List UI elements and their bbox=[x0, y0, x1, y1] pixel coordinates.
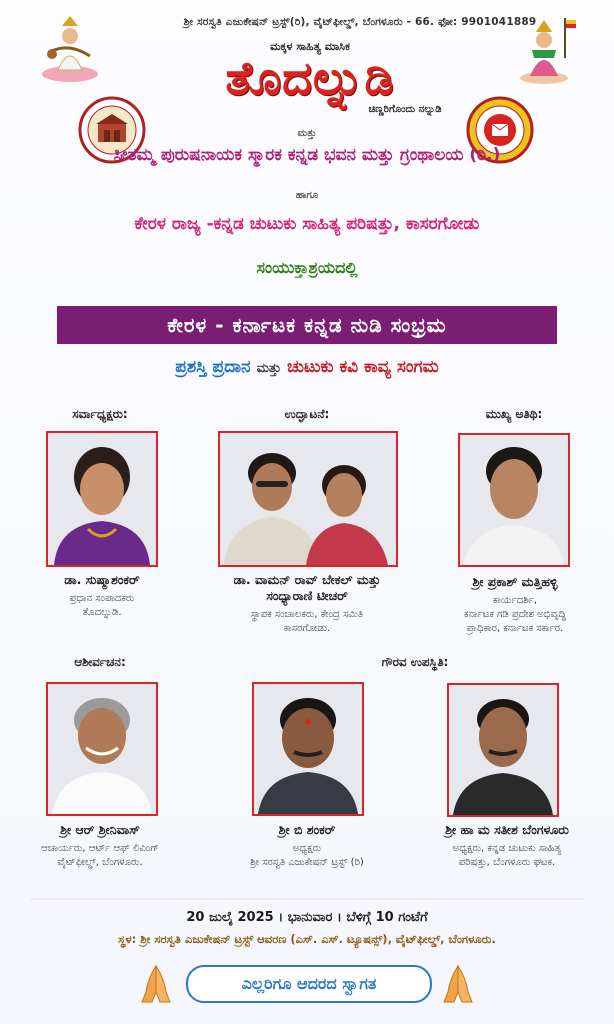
name-president: ಡಾ. ಸುಷ್ಮಾಶಂಕರ್ bbox=[64, 572, 140, 587]
desc-honour-1-line1: ಅಧ್ಯಕ್ಷರು bbox=[292, 843, 322, 854]
event-subtitle-poetry: ಚುಟುಕು ಕವಿ ಕಾವ್ಯ ಸಂಗಮ bbox=[286, 357, 439, 377]
organiser-kannada-bhavana: ಸೀತಮ್ಮ ಪುರುಷನಾಯಕ ಸ್ಮಾರಕ ಕನ್ನಡ ಭವನ ಮತ್ತು ಗ್ರಂಥಾಲಯ (ರಿ.) bbox=[113, 145, 501, 165]
desc-honour-1-line2: ಶ್ರೀ ಸರಸ್ವತಿ ಎಜುಕೇಷನ್ ಟ್ರಸ್ಟ್ (ರಿ) bbox=[250, 857, 364, 868]
role-blessing: ಆಶೀರ್ವಚನ: bbox=[74, 655, 126, 669]
magazine-tagline: ಚಿಣ್ಣರಿಗೊಂದು ನಲ್ನುಡಿ bbox=[368, 104, 442, 115]
desc-inaugurators-line1: ಸ್ಥಾಪಕ ಸಂಚಾಲಕರು, ಕೇಂದ್ರ ಸಮಿತಿ bbox=[250, 609, 364, 620]
trust-contact-line: ಶ್ರೀ ಸರಸ್ವತಿ ಎಜುಕೇಷನ್ ಟ್ರಸ್ಟ್(ರಿ), ವೈಟ್‌ಫೀಲ್ಡ್, ಬೆಂಗಳೂರು - 66. ಫೋ: 9901041889 bbox=[183, 16, 537, 28]
desc-honour-2-line2: ಪರಿಷತ್ತು, ಬೆಂಗಳೂರು ಘಟಕ. bbox=[458, 857, 556, 868]
jointly-organised-text: ಸಂಯುಕ್ತಾಶ್ರಯದಲ್ಲಿ bbox=[256, 258, 358, 277]
name-chief-guest: ಶ್ರೀ ಪ್ರಕಾಶ್ ಮತ್ತಿಹಳ್ಳಿ bbox=[472, 574, 558, 589]
photo-inaugurators bbox=[218, 431, 398, 567]
connector-mattu: ಮತ್ತು bbox=[297, 128, 317, 139]
name-blessing: ಶ್ರೀ ಆರ್ ಶ್ರೀನಿವಾಸ್ bbox=[60, 822, 140, 837]
namaste-hands-right-icon bbox=[438, 962, 478, 1006]
role-president: ಸರ್ವಾಧ್ಯಕ್ಷರು: bbox=[72, 407, 128, 421]
desc-inaugurators-line2: ಕಾಸರಗೋಡು. bbox=[283, 623, 331, 634]
connector-haagu: ಹಾಗೂ bbox=[295, 190, 319, 201]
photo-honour-2 bbox=[447, 683, 559, 817]
footer-divider bbox=[30, 898, 584, 900]
name-honour-2: ಶ್ರೀ ಹಾ ಮ ಸತೀಶ ಬೆಂಗಳೂರು bbox=[445, 822, 569, 837]
role-inauguration: ಉದ್ಘಾಟನೆ: bbox=[284, 407, 330, 421]
desc-chief-guest-line3: ಪ್ರಾಧಿಕಾರ, ಕರ್ನಾಟಕ ಸರ್ಕಾರ. bbox=[466, 623, 564, 634]
event-subtitle-award: ಪ್ರಶಸ್ತಿ ಪ್ರದಾನ bbox=[175, 357, 251, 377]
magazine-logo-text: ತೊದಲ್ನುಡಿ bbox=[225, 51, 395, 105]
welcome-text: ಎಲ್ಲರಿಗೂ ಆದರದ ಸ್ವಾಗತ bbox=[241, 974, 377, 993]
desc-chief-guest-line1: ಕಾರ್ಯದರ್ಶಿ, bbox=[492, 595, 538, 606]
event-title-banner bbox=[57, 306, 557, 344]
desc-chief-guest-line2: ಕರ್ನಾಟಕ ಗಡಿ ಪ್ರದೇಶ ಅಭಿವೃದ್ಧಿ bbox=[464, 609, 566, 620]
name-honour-1: ಶ್ರೀ ಬಿ ಶಂಕರ್ bbox=[278, 822, 336, 837]
desc-honour-2-line1: ಅಧ್ಯಕ್ಷರು, ಕನ್ನಡ ಚುಟುಕು ಸಾಹಿತ್ಯ bbox=[452, 843, 562, 854]
event-date-time: 20 ಜುಲೈ 2025 । ಭಾನುವಾರ । ಬೆಳಿಗ್ಗೆ 10 ಗಂಟೆಗೆ bbox=[186, 910, 428, 925]
photo-president bbox=[46, 431, 158, 567]
namaste-hands-left-icon bbox=[136, 962, 176, 1006]
magazine-subtitle: ಮಕ್ಕಳ ಸಾಹಿತ್ಯ ಮಾಸಿಕ bbox=[270, 40, 350, 53]
event-subtitle bbox=[40, 357, 574, 377]
event-venue: ಸ್ಥಳ: ಶ್ರೀ ಸರಸ್ವತಿ ಎಜುಕೇಷನ್ ಟ್ರಸ್ಟ್ ಆವರಣ (ಎಸ್. ಎಸ್. ಟ್ಯೂಷನ್ಸ್), ವೈಟ್‌ಫೀಲ್ಡ್, ಬೆಂಗಳೂರು. bbox=[118, 932, 496, 946]
photo-honour-1 bbox=[252, 682, 364, 816]
desc-president-line1: ಪ್ರಧಾನ ಸಂಪಾದಕರು bbox=[69, 593, 135, 604]
desc-blessing-line2: ವೈಟ್‌ಫೀಲ್ಡ್, ಬೆಂಗಳೂರು. bbox=[57, 857, 143, 868]
photo-chief-guest bbox=[458, 433, 570, 567]
role-honour: ಗೌರವ ಉಪಸ್ಥಿತಿ: bbox=[381, 655, 449, 669]
event-title: ಕೇರಳ - ಕರ್ನಾಟಕ ಕನ್ನಡ ನುಡಿ ಸಂಭ್ರಮ bbox=[167, 313, 447, 337]
role-chief-guest: ಮುಖ್ಯ ಅತಿಥಿ: bbox=[485, 407, 543, 421]
name-inaugurators-line2: ಸಂಧ್ಯಾರಾಣಿ ಟೀಚರ್ bbox=[266, 588, 348, 603]
desc-president-line2: ತೊದಲ್ನುಡಿ. bbox=[82, 607, 122, 618]
desc-blessing-line1: ಆಚಾರ್ಯರು, ಆರ್ಟ್ ಆಫ್ ಲಿವಿಂಗ್ bbox=[41, 843, 159, 854]
event-subtitle-connector: ಮತ್ತು bbox=[256, 361, 282, 376]
organiser-chutuku-parishath: ಕೇರಳ ರಾಜ್ಯ -ಕನ್ನಡ ಚುಟುಕು ಸಾಹಿತ್ಯ ಪರಿಷತ್ತು, ಕಾಸರಗೋಡು bbox=[134, 214, 480, 234]
welcome-banner bbox=[186, 965, 432, 1003]
name-inaugurators-line1: ಡಾ. ವಾಮನ್ ರಾವ್ ಬೇಕಲ್ ಮತ್ತು bbox=[233, 572, 381, 587]
photo-blessing bbox=[46, 682, 158, 816]
saraswati-illustration-icon bbox=[38, 12, 102, 84]
